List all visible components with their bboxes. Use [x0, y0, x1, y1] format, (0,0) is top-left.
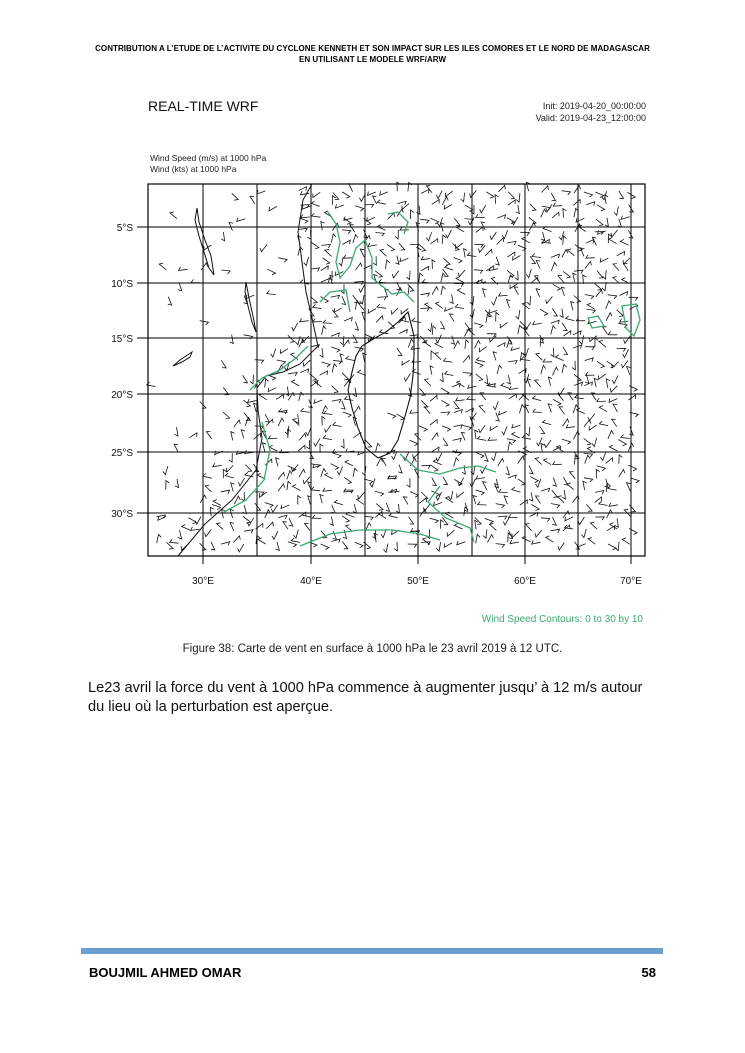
latitude-label: 25°S: [111, 448, 133, 459]
longitude-label: 70°E: [620, 576, 642, 587]
longitude-label: 50°E: [407, 576, 429, 587]
footer-divider: [81, 948, 663, 954]
longitude-labels: [192, 556, 642, 587]
footer-author: BOUJMIL AHMED OMAR: [89, 965, 242, 980]
page-number: 58: [641, 965, 656, 980]
figure-valid: Valid: 2019-04-23_12:00:00: [535, 113, 646, 123]
latitude-label: 30°S: [111, 509, 133, 520]
longitude-label: 30°E: [192, 576, 214, 587]
body-paragraph: Le23 avril la force du vent à 1000 hPa commence à augmenter jusqu’ à 12 m/s autour du lieu où la perturbation est aperçue.: [88, 680, 643, 715]
figure-init: Init: 2019-04-20_00:00:00: [542, 101, 646, 111]
latitude-label: 10°S: [111, 279, 133, 290]
longitude-label: 40°E: [300, 576, 322, 587]
header-line-2: EN UTILISANT LE MODELE WRF/ARW: [298, 55, 447, 64]
figure-legend-wind: Wind (kts) at 1000 hPa: [150, 164, 237, 174]
longitude-label: 60°E: [514, 576, 536, 587]
figure-caption: Figure 38: Carte de vent en surface à 1000 hPa le 23 avril 2019 à 12 UTC.: [182, 643, 563, 655]
latitude-label: 15°S: [111, 334, 133, 345]
contour-note: Wind Speed Contours: 0 to 30 by 10: [481, 614, 643, 625]
latitude-labels: [111, 223, 148, 520]
latitude-label: 5°S: [116, 223, 133, 234]
figure-title: REAL-TIME WRF: [148, 98, 259, 114]
header-line-1: CONTRIBUTION A L’ETUDE DE L’ACTIVITE DU CYCLONE KENNETH ET SON IMPACT SUR LES ILES COMORES ET LE NORD DE MADAGASCAR: [95, 44, 650, 53]
latitude-label: 20°S: [111, 390, 133, 401]
figure-legend-speed: Wind Speed (m/s) at 1000 hPa: [150, 153, 267, 163]
map-frame: [147, 182, 645, 556]
